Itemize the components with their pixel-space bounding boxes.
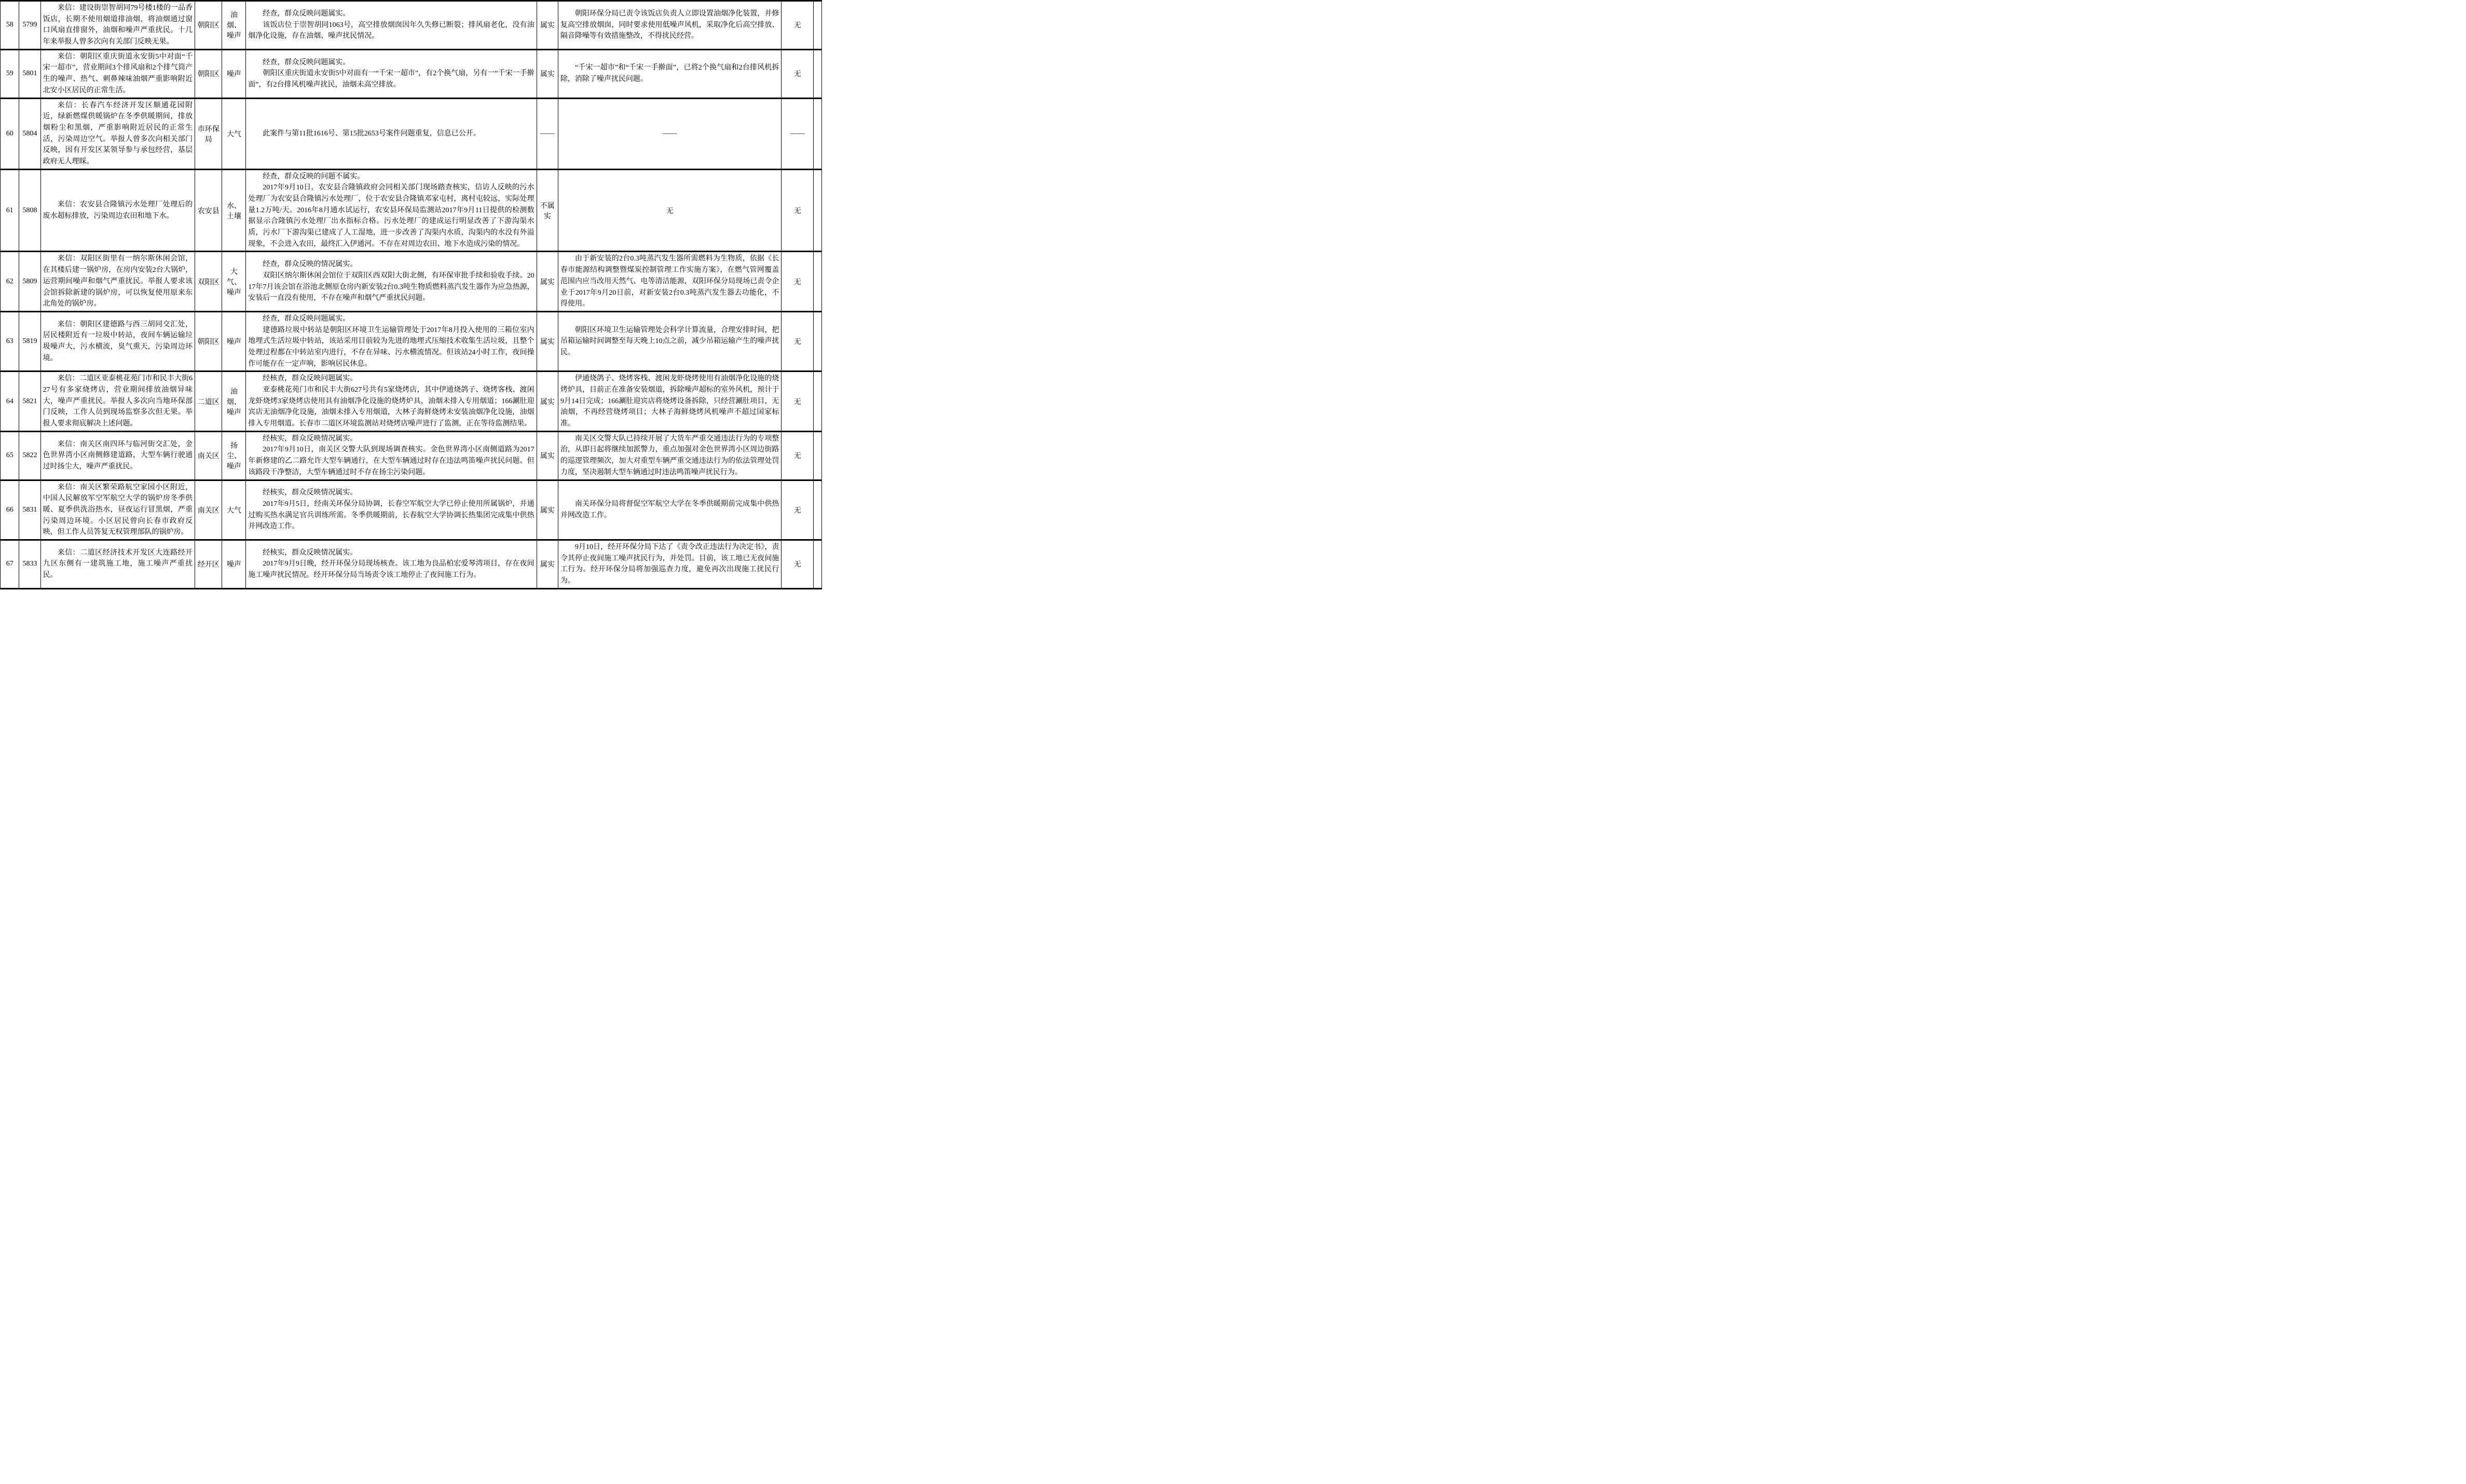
row-number-cell: 62: [1, 252, 19, 311]
investigation-cell: [246, 431, 537, 480]
complaint-text: 来信：双阳区街里有一纳尔斯休闲会馆，在其楼后建一锅炉房，在房内安装2台大锅炉，运营期间噪声和烟气严重扰民。举报人要求该会馆拆除新建的锅炉房，可以恢复使用原来东北角处的锅炉房。: [43, 255, 193, 308]
district-cell: 南关区: [195, 480, 222, 540]
investigation-paragraph: 经核查，群众反映问题属实。: [263, 375, 358, 383]
table-row: [1, 480, 822, 540]
pollution-type-cell: 扬尘、噪声: [222, 431, 246, 480]
verdict-cell: 属实: [537, 372, 558, 431]
district-cell: 经开区: [195, 540, 222, 588]
pollution-type-cell: 噪声: [222, 540, 246, 588]
measures-cell: [558, 252, 782, 311]
district-cell: 朝阳区: [195, 49, 222, 98]
accountability-cell: 无: [782, 431, 814, 480]
blank-cell: [814, 431, 822, 480]
case-number-cell: 5799: [19, 1, 40, 50]
table-row: [1, 98, 822, 169]
complaint-table: [0, 0, 822, 589]
case-number-cell: 5804: [19, 98, 40, 169]
measures-paragraph: 由于新安装的2台0.3吨蒸汽发生器所需燃料为生物质，依据《长春市能源结构调整暨煤炭控制管理工作实施方案》，在燃气管网覆盖范围内应当改用天然气、电等清洁能源，双阳环保分局现场已责令企业于2017年9月20日前，对新安装2台0.3吨蒸汽发生器去功能化，不得使用。: [560, 255, 779, 308]
investigation-paragraph: 经查，群众反映问题属实。: [263, 314, 350, 323]
accountability-cell: 无: [782, 372, 814, 431]
investigation-paragraph: 该饭店位于崇智胡同1063号，高空排放烟囱因年久失修已断裂；排风扇老化，没有油烟净化设施，存在油烟、噪声扰民情况。: [248, 21, 535, 40]
investigation-cell: [246, 372, 537, 431]
investigation-paragraph: 建德路垃圾中转站是朝阳区环境卫生运输管理处于2017年8月投入使用的三箱位室内地埋式生活垃圾中转站，该站采用目前较为先进的地埋式压缩技术收集生活垃圾，且整个处理过程都在中转站室内进行，不存在异味、污水横流情况。但该站24小时工作，夜间操作可能存在一定声响，影响居民休息。: [248, 326, 535, 368]
district-cell: 市环保局: [195, 98, 222, 169]
investigation-paragraph: 经核实，群众反映情况属实。: [263, 434, 358, 443]
blank-cell: [814, 252, 822, 311]
investigation-cell: [246, 1, 537, 50]
case-number-cell: 5821: [19, 372, 40, 431]
verdict-cell: 不属实: [537, 169, 558, 252]
complaint-text: 来信：南关区繁荣路航空家园小区附近，中国人民解放军空军航空大学的锅炉房冬季供暖、夏季供洗浴热水，昼夜运行冒黑烟，严重污染周边环境。小区居民曾向长春市政府反映，但工作人员答复无权管理部队的锅炉房。: [43, 483, 193, 537]
district-cell: 南关区: [195, 431, 222, 480]
accountability-cell: 无: [782, 1, 814, 50]
complaint-text: 来信：朝阳区重庆街道永安街5中对面“千宋一超市”，营业期间3个排风扇和2个排气筒产生的噪声、热气、刺鼻辣味油烟严重影响附近北安小区居民的正常生活。: [43, 52, 193, 94]
complaint-cell: [40, 98, 195, 169]
measures-paragraph: “千宋一超市”和“千宋一手擀面”，已将2个换气扇和2台排风机拆除，消除了噪声扰民问题。: [560, 64, 779, 84]
investigation-cell: [246, 169, 537, 252]
table-row: [1, 49, 822, 98]
accountability-cell: 无: [782, 540, 814, 588]
measures-cell: [558, 372, 782, 431]
accountability-cell: 无: [782, 311, 814, 371]
table-row: [1, 311, 822, 371]
investigation-cell: [246, 540, 537, 588]
measures-paragraph: 伊通烧鸽子、烧烤客栈、渡闲龙虾烧烤使用有油烟净化设施的烧烤炉具，目前正在准备安装烟道，拆除噪声超标的室外风机，预计于9月14日完成；166涮肚迎宾店将烧烤设备拆除，只经营涮肚项目，无油烟，不再经营烧烤项目；大林子海鲜烧烤风机噪声不超过国家标准。: [560, 375, 779, 428]
measures-cell: ——: [558, 98, 782, 169]
case-number-cell: 5831: [19, 480, 40, 540]
case-number-cell: 5809: [19, 252, 40, 311]
table-row: [1, 431, 822, 480]
row-number-cell: 58: [1, 1, 19, 50]
investigation-paragraph: 亚泰桃花苑门市和民丰大街627号共有5家烧烤店，其中伊通烧鸽子、烧烤客栈、渡闲龙虾烧烤3家烧烤店使用具有油烟净化设施的烧烤炉具，油烟未排入专用烟道；166涮肚迎宾店无油烟净化设施，油烟未排入专用烟道，大林子海鲜烧烤未安装油烟净化设施，油烟排入专用烟道。长春市二道区环境监测站对烧烤店噪声进行了监测，正在等待监测结果。: [248, 386, 535, 428]
investigation-paragraph: 经查，群众反映问题属实。: [263, 9, 350, 18]
row-number-cell: 59: [1, 49, 19, 98]
investigation-paragraph: 经核实，群众反映情况属实。: [263, 548, 358, 557]
accountability-cell: ——: [782, 98, 814, 169]
investigation-cell: [246, 98, 537, 169]
row-number-cell: 67: [1, 540, 19, 588]
blank-cell: [814, 169, 822, 252]
pollution-type-cell: 水、土壤: [222, 169, 246, 252]
verdict-cell: 属实: [537, 252, 558, 311]
blank-cell: [814, 311, 822, 371]
measures-cell: [558, 540, 782, 588]
verdict-cell: 属实: [537, 311, 558, 371]
measures-paragraph: 朝阳区环境卫生运输管理处会科学计算流量，合理安排时间，把吊箱运输时间调整至每天晚上10点之前，减少吊箱运输产生的噪声扰民。: [560, 326, 779, 356]
measures-paragraph: 南关区交警大队已持续开展了大货车严重交通违法行为的专项整治，从即日起将继续加派警力，重点加强对金色世界湾小区周边街路的巡逻管理频次，加大对重型车辆严重交通违法行为的依法管理处罚力度，坚决遏制大型车辆通过时违法鸣笛噪声扰民行为。: [560, 434, 779, 476]
investigation-paragraph: 经核实，群众反映情况属实。: [263, 489, 358, 497]
complaint-table-body: [1, 1, 822, 589]
district-cell: 二道区: [195, 372, 222, 431]
measures-paragraph: 南关环保分局将督促空军航空大学在冬季供暖期前完成集中供热并网改造工作。: [560, 500, 779, 519]
investigation-paragraph: 朝阳区重庆街道永安街5中对面有一“千宋一超市”，有2个换气扇，另有一“千宋一手擀面”，有2台排风机噪声扰民，油烟未高空排放。: [248, 70, 535, 89]
complaint-text: 来信：南关区南四环与临河街交汇处，金色世界湾小区南侧修建道路，大型车辆行驶通过时扬尘大，噪声严重扰民。: [43, 440, 193, 471]
investigation-paragraph: 经查，群众反映的问题不属实。: [263, 172, 365, 181]
row-number-cell: 64: [1, 372, 19, 431]
investigation-cell: [246, 480, 537, 540]
investigation-cell: [246, 252, 537, 311]
complaint-cell: [40, 169, 195, 252]
district-cell: 双阳区: [195, 252, 222, 311]
page: [0, 0, 822, 589]
table-row: [1, 169, 822, 252]
complaint-text: 来信：长春汽车经济开发区顺通花园附近，绿新燃煤供暖锅炉在冬季供暖期间，排放烟粉尘和黑烟，严重影响附近居民的正常生活，污染周边空气。举报人曾多次向相关部门反映，因有开发区某领导参与承包经营，基层政府无人理睬。: [43, 101, 193, 166]
complaint-cell: [40, 311, 195, 371]
investigation-paragraph: 经查，群众反映问题属实。: [263, 58, 350, 66]
investigation-paragraph: 2017年9月10日，农安县合隆镇政府会同相关部门现场踏查核实，信访人反映的污水处理厂为农安县合隆镇污水处理厂，位于农安县合隆镇邓家屯村，离村屯较远，实际处理量1.2万吨/天。2016年8月通水试运行，农安县环保局监测站2017年9月11日提供的检测数据显示合隆镇污水处理厂出水指标合格。污水处理厂的建成运行明显改善了下游沟渠水质，污水厂下游沟渠已建成了人工湿地，进一步改善了沟渠内水质，沟渠内的水没有外溢现象，不会进入农田，最终汇入伊通河。不存在对周边农田、地下水造成污染的情况。: [248, 184, 535, 248]
verdict-cell: 属实: [537, 540, 558, 588]
complaint-text: 来信：二道区亚泰桃花苑门市和民丰大街627号有多家烧烤店，营业期间排放油烟异味大，噪声严重扰民。举报人多次向当地环保部门反映，工作人员到现场监察多次但无果。举报人要求彻底解决上述问题。: [43, 375, 193, 428]
pollution-type-cell: 大气: [222, 98, 246, 169]
row-number-cell: 61: [1, 169, 19, 252]
pollution-type-cell: 大气、噪声: [222, 252, 246, 311]
measures-paragraph: 朝阳环保分局已责令该饭店负责人立即设置油烟净化装置，并修复高空排放烟囱，同时要求使用低噪声风机，采取净化后高空排放、隔音降噪等有效措施整改，不得扰民经营。: [560, 9, 779, 40]
case-number-cell: 5819: [19, 311, 40, 371]
pollution-type-cell: 油烟、噪声: [222, 1, 246, 50]
blank-cell: [814, 480, 822, 540]
measures-cell: 无: [558, 169, 782, 252]
complaint-text: 来信：朝阳区建德路与西三胡同交汇处，居民楼附近有一垃圾中转站，夜间车辆运输垃圾噪声大，污水横流，臭气熏天，污染周边环境。: [43, 320, 193, 362]
complaint-cell: [40, 480, 195, 540]
blank-cell: [814, 98, 822, 169]
investigation-paragraph: 2017年9月10日，南关区交警大队到现场调查核实。金色世界湾小区南侧道路为2017年新修建的乙二路允许大型车辆通行，在大型车辆通过时存在违法鸣笛噪声扰民问题。但该路段干净整洁，大型车辆通过时不存在扬尘污染问题。: [248, 446, 535, 476]
row-number-cell: 66: [1, 480, 19, 540]
investigation-paragraph: 2017年9月5日，经南关环保分局协调，长春空军航空大学已停止使用所属锅炉，并通过购买热水满足官兵训练所需。冬季供暖期前，长春航空大学协调长热集团完成集中供热并网改造工作。: [248, 500, 535, 531]
complaint-text: 来信：二道区经济技术开发区大连路经开九区东侧有一建筑施工地，施工噪声严重扰民。: [43, 548, 193, 580]
measures-cell: [558, 480, 782, 540]
complaint-cell: [40, 372, 195, 431]
complaint-cell: [40, 49, 195, 98]
measures-cell: [558, 49, 782, 98]
investigation-paragraph: 2017年9月9日晚，经开环保分局现场核查。该工地为良品柏宏爱琴湾项目，存在夜间施工噪声扰民情况。经开环保分局当场责令该工地停止了夜间施工行为。: [248, 560, 535, 580]
measures-cell: [558, 431, 782, 480]
pollution-type-cell: 大气: [222, 480, 246, 540]
blank-cell: [814, 49, 822, 98]
pollution-type-cell: 噪声: [222, 311, 246, 371]
district-cell: 朝阳区: [195, 1, 222, 50]
complaint-text: 来信：建设街崇智胡同79号楼1楼的一品香饭店，长期不使用烟道排油烟，将油烟通过窗口风扇直排窗外，油烟和噪声严重扰民。十几年来举报人曾多次向有关部门反映无果。: [43, 4, 193, 46]
pollution-type-cell: 油烟、噪声: [222, 372, 246, 431]
table-row: [1, 1, 822, 50]
measures-cell: [558, 311, 782, 371]
complaint-text: 来信：农安县合隆镇污水处理厂处理后的废水超标排放，污染周边农田和地下水。: [43, 200, 193, 220]
complaint-cell: [40, 540, 195, 588]
measures-paragraph: 9月10日，经开环保分局下达了《责令改正违法行为决定书》，责令其停止夜间施工噪声扰民行为，并处罚。目前，该工地已无夜间施工行为。经开环保分局将加强巡查力度，避免再次出现施工扰民行为。: [560, 543, 779, 585]
table-row: [1, 252, 822, 311]
row-number-cell: 63: [1, 311, 19, 371]
verdict-cell: ——: [537, 98, 558, 169]
verdict-cell: 属实: [537, 431, 558, 480]
verdict-cell: 属实: [537, 49, 558, 98]
accountability-cell: 无: [782, 480, 814, 540]
case-number-cell: 5833: [19, 540, 40, 588]
verdict-cell: 属实: [537, 1, 558, 50]
case-number-cell: 5808: [19, 169, 40, 252]
table-row: [1, 540, 822, 588]
blank-cell: [814, 372, 822, 431]
accountability-cell: 无: [782, 169, 814, 252]
case-number-cell: 5801: [19, 49, 40, 98]
table-row: [1, 372, 822, 431]
investigation-paragraph: 双阳区纳尔斯休闲会馆位于双阳区西双阳大街北侧，有环保审批手续和验收手续。2017年7月该会馆在浴池北侧原仓房内新安装2台0.3吨生物质燃料蒸汽发生器作为应急热源，安装后一直没有使用，不存在噪声和烟气严重扰民问题。: [248, 271, 535, 303]
district-cell: 农安县: [195, 169, 222, 252]
accountability-cell: 无: [782, 49, 814, 98]
blank-cell: [814, 1, 822, 50]
row-number-cell: 65: [1, 431, 19, 480]
measures-cell: [558, 1, 782, 50]
investigation-paragraph: 此案件与第11批1616号、第15批2653号案件问题重复，信息已公开。: [263, 129, 481, 138]
investigation-cell: [246, 311, 537, 371]
complaint-cell: [40, 431, 195, 480]
investigation-paragraph: 经查，群众反映的情况属实。: [263, 260, 358, 269]
district-cell: 朝阳区: [195, 311, 222, 371]
case-number-cell: 5822: [19, 431, 40, 480]
investigation-cell: [246, 49, 537, 98]
blank-cell: [814, 540, 822, 588]
accountability-cell: 无: [782, 252, 814, 311]
complaint-cell: [40, 1, 195, 50]
row-number-cell: 60: [1, 98, 19, 169]
complaint-cell: [40, 252, 195, 311]
verdict-cell: 属实: [537, 480, 558, 540]
pollution-type-cell: 噪声: [222, 49, 246, 98]
